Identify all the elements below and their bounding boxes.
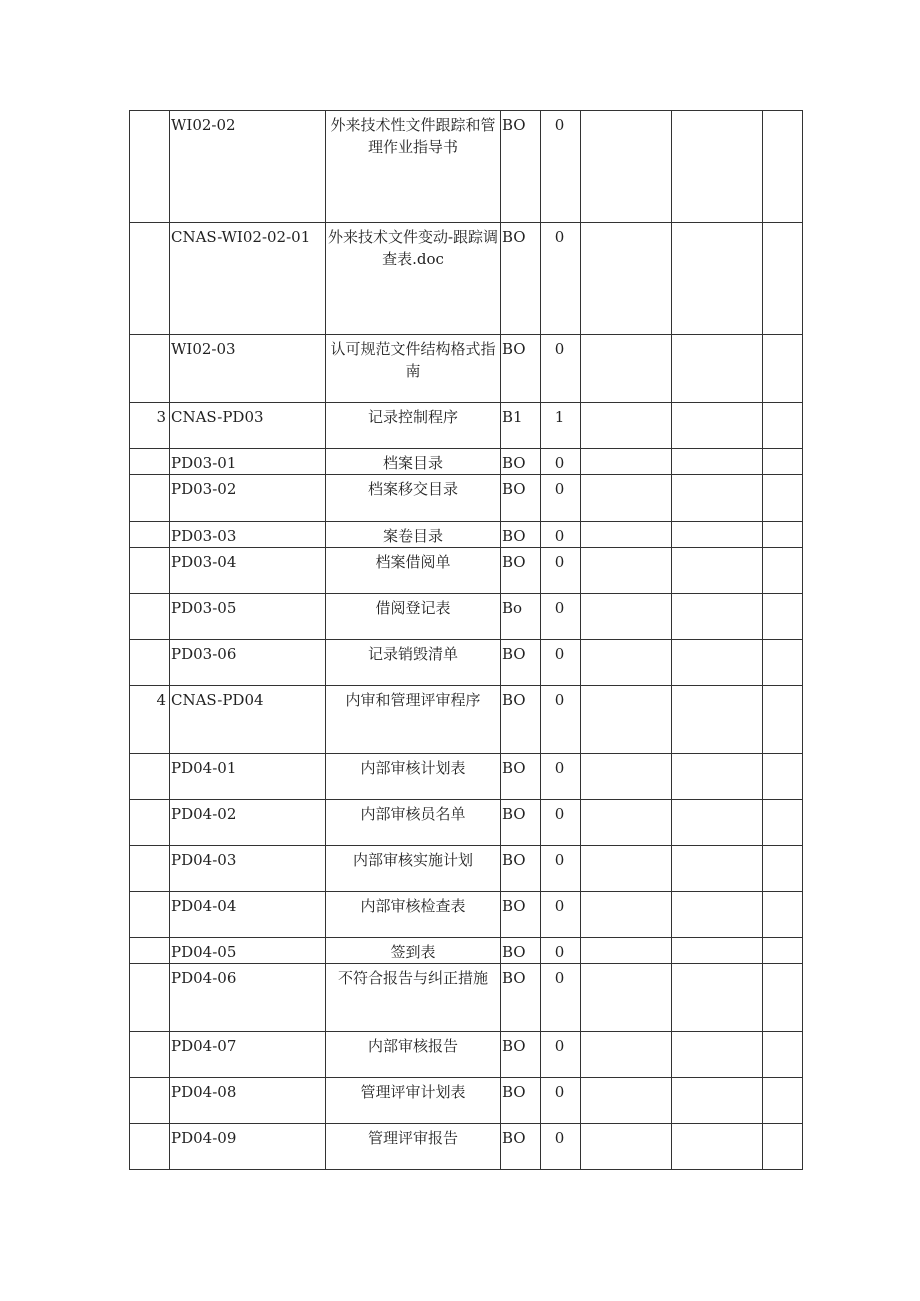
document-name (326, 475, 501, 522)
row-index-text (130, 1124, 166, 1127)
version (501, 594, 541, 640)
table-row (130, 1124, 803, 1170)
row-index-text (130, 800, 166, 803)
revision (541, 449, 581, 475)
empty-cell (581, 403, 672, 449)
empty-cell (581, 892, 672, 938)
revision (541, 964, 581, 1032)
empty-cell (581, 754, 672, 800)
document-code-text: PD04-06 (171, 969, 237, 987)
version-text: BO (502, 116, 526, 134)
table-row (130, 449, 803, 475)
empty-cell (672, 335, 763, 403)
document-name-text: 外来技术文件变动-跟踪调查表.doc (327, 228, 499, 268)
row-index (130, 223, 170, 335)
table-row (130, 800, 803, 846)
revision (541, 111, 581, 223)
row-index-text (130, 1032, 166, 1035)
row-index-text (130, 335, 166, 338)
revision (541, 594, 581, 640)
empty-cell (763, 1078, 803, 1124)
document-code-text: CNAS-WI02-02-01 (171, 228, 311, 246)
version-text: BO (502, 969, 526, 987)
empty-cell (763, 686, 803, 754)
table-row (130, 594, 803, 640)
row-index-text (130, 594, 166, 597)
document-name-text: 记录控制程序 (367, 408, 458, 426)
row-index (130, 1124, 170, 1170)
version (501, 754, 541, 800)
document-code-text: PD04-07 (171, 1037, 237, 1055)
document-name (326, 846, 501, 892)
row-index-text (130, 846, 166, 849)
row-index-text: 4 (156, 691, 166, 709)
document-code-text: PD04-09 (171, 1129, 237, 1147)
version (501, 403, 541, 449)
document-code-text: PD04-03 (171, 851, 237, 869)
empty-cell (581, 223, 672, 335)
empty-cell (581, 964, 672, 1032)
empty-cell (581, 846, 672, 892)
revision-text: 0 (554, 969, 565, 987)
document-code (170, 548, 326, 594)
document-name-text: 档案目录 (382, 454, 443, 472)
document-code-text: PD03-04 (171, 553, 237, 571)
table-row (130, 1032, 803, 1078)
revision (541, 846, 581, 892)
document-name-text: 记录销毁清单 (367, 645, 458, 663)
empty-cell (763, 594, 803, 640)
document-name (326, 1078, 501, 1124)
document-code (170, 522, 326, 548)
row-index (130, 1078, 170, 1124)
document-code-text: PD03-02 (171, 480, 237, 498)
document-name (326, 754, 501, 800)
empty-cell (763, 475, 803, 522)
version-text: BO (502, 691, 526, 709)
empty-cell (672, 403, 763, 449)
empty-cell (763, 754, 803, 800)
empty-cell (672, 754, 763, 800)
table-row (130, 938, 803, 964)
empty-cell (672, 846, 763, 892)
revision (541, 1078, 581, 1124)
document-code-text: PD03-06 (171, 645, 237, 663)
table-row (130, 892, 803, 938)
row-index (130, 449, 170, 475)
version-text: BO (502, 851, 526, 869)
empty-cell (763, 403, 803, 449)
row-index-text (130, 111, 166, 114)
empty-cell (763, 1032, 803, 1078)
document-name-text: 借阅登记表 (375, 599, 451, 617)
row-index-text (130, 548, 166, 551)
document-name-text: 内部审核员名单 (360, 805, 466, 823)
document-code-text: PD03-05 (171, 599, 237, 617)
document-name (326, 223, 501, 335)
document-code (170, 964, 326, 1032)
version (501, 111, 541, 223)
revision-text: 0 (554, 805, 565, 823)
version-text: BO (502, 1037, 526, 1055)
revision-text: 0 (554, 228, 565, 246)
empty-cell (763, 111, 803, 223)
empty-cell (763, 522, 803, 548)
table-row (130, 640, 803, 686)
version (501, 1032, 541, 1078)
document-name (326, 640, 501, 686)
version (501, 938, 541, 964)
empty-cell (581, 522, 672, 548)
document-name-text: 管理评审报告 (367, 1129, 458, 1147)
revision-text: 0 (554, 454, 565, 472)
version (501, 964, 541, 1032)
document-name (326, 1124, 501, 1170)
table-row (130, 335, 803, 403)
revision (541, 1032, 581, 1078)
document-code (170, 223, 326, 335)
document-code-text: CNAS-PD03 (171, 408, 264, 426)
document-name-text: 签到表 (390, 943, 436, 961)
revision (541, 403, 581, 449)
document-code (170, 475, 326, 522)
table-row (130, 1078, 803, 1124)
document-code-text: PD03-03 (171, 527, 237, 545)
empty-cell (672, 964, 763, 1032)
revision (541, 548, 581, 594)
version (501, 335, 541, 403)
row-index (130, 800, 170, 846)
revision-text: 0 (554, 1037, 565, 1055)
version (501, 475, 541, 522)
document-list-table (129, 110, 803, 1170)
empty-cell (763, 335, 803, 403)
revision (541, 522, 581, 548)
empty-cell (763, 892, 803, 938)
document-code-text: PD04-01 (171, 759, 237, 777)
row-index-text (130, 475, 166, 478)
document-code-text: PD04-02 (171, 805, 237, 823)
empty-cell (581, 449, 672, 475)
row-index (130, 1032, 170, 1078)
empty-cell (763, 640, 803, 686)
document-code (170, 938, 326, 964)
document-name-text: 内部审核检查表 (360, 897, 466, 915)
revision (541, 223, 581, 335)
revision-text: 0 (554, 527, 565, 545)
document-code (170, 1032, 326, 1078)
document-code (170, 1078, 326, 1124)
empty-cell (581, 111, 672, 223)
row-index (130, 594, 170, 640)
revision (541, 938, 581, 964)
table-row (130, 754, 803, 800)
row-index (130, 754, 170, 800)
revision-text: 0 (554, 1129, 565, 1147)
empty-cell (672, 223, 763, 335)
version-text: BO (502, 759, 526, 777)
row-index-text (130, 449, 166, 452)
empty-cell (581, 475, 672, 522)
revision-text: 0 (554, 897, 565, 915)
empty-cell (581, 938, 672, 964)
document-name (326, 800, 501, 846)
empty-cell (672, 892, 763, 938)
row-index (130, 403, 170, 449)
document-name-text: 档案移交目录 (367, 480, 458, 498)
row-index-text (130, 754, 166, 757)
empty-cell (581, 335, 672, 403)
document-name-text: 不符合报告与纠正措施 (337, 969, 488, 987)
row-index (130, 475, 170, 522)
empty-cell (581, 594, 672, 640)
version (501, 1078, 541, 1124)
document-name (326, 449, 501, 475)
document-code (170, 640, 326, 686)
document-name-text: 管理评审计划表 (360, 1083, 466, 1101)
document-name-text: 认可规范文件结构格式指南 (330, 340, 496, 380)
revision-text: 0 (554, 1083, 565, 1101)
revision-text: 0 (554, 691, 565, 709)
document-name-text: 档案借阅单 (375, 553, 451, 571)
revision-text: 0 (554, 645, 565, 663)
empty-cell (672, 1032, 763, 1078)
document-name-text: 内部审核实施计划 (352, 851, 473, 869)
row-index-text (130, 640, 166, 643)
document-code (170, 403, 326, 449)
document-name (326, 686, 501, 754)
document-name (326, 594, 501, 640)
version-text: B1 (502, 408, 523, 426)
document-name (326, 1032, 501, 1078)
row-index-text (130, 938, 166, 941)
revision (541, 800, 581, 846)
empty-cell (672, 594, 763, 640)
row-index-text (130, 892, 166, 895)
document-code-text: CNAS-PD04 (171, 691, 264, 709)
version (501, 449, 541, 475)
empty-cell (581, 640, 672, 686)
version (501, 800, 541, 846)
row-index (130, 938, 170, 964)
empty-cell (581, 800, 672, 846)
document-code (170, 594, 326, 640)
row-index (130, 964, 170, 1032)
document-name-text: 内部审核报告 (367, 1037, 458, 1055)
table-row (130, 111, 803, 223)
document-name-text: 案卷目录 (382, 527, 443, 545)
document-code-text: PD04-04 (171, 897, 237, 915)
document-code (170, 686, 326, 754)
document-code-text: PD04-05 (171, 943, 237, 961)
document-name-text: 内部审核计划表 (360, 759, 466, 777)
version-text: BO (502, 1083, 526, 1101)
revision (541, 640, 581, 686)
document-name (326, 938, 501, 964)
revision-text: 0 (554, 480, 565, 498)
version-text: BO (502, 228, 526, 246)
row-index (130, 686, 170, 754)
revision (541, 335, 581, 403)
version (501, 892, 541, 938)
table-row (130, 846, 803, 892)
document-code-text: WI02-03 (171, 340, 236, 358)
document-name-text: 内审和管理评审程序 (345, 691, 481, 709)
document-code-text: WI02-02 (171, 116, 236, 134)
table-row (130, 548, 803, 594)
row-index (130, 522, 170, 548)
row-index (130, 111, 170, 223)
empty-cell (763, 1124, 803, 1170)
version-text: BO (502, 943, 526, 961)
document-code (170, 754, 326, 800)
row-index (130, 846, 170, 892)
revision-text: 0 (554, 599, 565, 617)
revision-text: 0 (554, 340, 565, 358)
revision-text: 0 (554, 759, 565, 777)
version (501, 640, 541, 686)
version-text: BO (502, 454, 526, 472)
revision-text: 0 (554, 116, 565, 134)
revision (541, 1124, 581, 1170)
document-code (170, 1124, 326, 1170)
empty-cell (763, 938, 803, 964)
table-row (130, 964, 803, 1032)
version-text: BO (502, 897, 526, 915)
document-code (170, 892, 326, 938)
empty-cell (672, 548, 763, 594)
empty-cell (672, 1078, 763, 1124)
revision (541, 892, 581, 938)
document-code (170, 335, 326, 403)
document-code-text: PD03-01 (171, 454, 237, 472)
row-index-text (130, 1078, 166, 1081)
version (501, 223, 541, 335)
version (501, 522, 541, 548)
document-name (326, 892, 501, 938)
version-text: BO (502, 527, 526, 545)
empty-cell (672, 111, 763, 223)
empty-cell (672, 475, 763, 522)
empty-cell (672, 800, 763, 846)
version-text: BO (502, 1129, 526, 1147)
revision-text: 0 (554, 851, 565, 869)
version-text: BO (502, 340, 526, 358)
version (501, 686, 541, 754)
row-index-text (130, 223, 166, 226)
empty-cell (672, 938, 763, 964)
document-code (170, 800, 326, 846)
empty-cell (581, 1124, 672, 1170)
empty-cell (672, 686, 763, 754)
document-name-text: 外来技术性文件跟踪和管理作业指导书 (330, 116, 496, 156)
empty-cell (763, 223, 803, 335)
document-code (170, 449, 326, 475)
row-index (130, 640, 170, 686)
empty-cell (581, 1032, 672, 1078)
table-row (130, 686, 803, 754)
table-row (130, 403, 803, 449)
table-row (130, 522, 803, 548)
row-index-text (130, 522, 166, 525)
version (501, 1124, 541, 1170)
row-index (130, 335, 170, 403)
revision-text: 0 (554, 553, 565, 571)
empty-cell (581, 686, 672, 754)
version-text: BO (502, 480, 526, 498)
revision-text: 0 (554, 943, 565, 961)
table-body (130, 111, 803, 1170)
version-text: BO (502, 645, 526, 663)
empty-cell (672, 640, 763, 686)
revision (541, 475, 581, 522)
document-code (170, 111, 326, 223)
document-name (326, 964, 501, 1032)
row-index-text (130, 964, 166, 967)
revision (541, 686, 581, 754)
document-name (326, 335, 501, 403)
empty-cell (763, 964, 803, 1032)
version-text: Bo (502, 599, 523, 617)
empty-cell (672, 449, 763, 475)
document-name (326, 403, 501, 449)
document-name (326, 548, 501, 594)
table-row (130, 223, 803, 335)
empty-cell (763, 449, 803, 475)
empty-cell (763, 548, 803, 594)
version-text: BO (502, 805, 526, 823)
version (501, 846, 541, 892)
table-row (130, 475, 803, 522)
empty-cell (763, 846, 803, 892)
empty-cell (581, 548, 672, 594)
document-code (170, 846, 326, 892)
document-name (326, 111, 501, 223)
empty-cell (672, 522, 763, 548)
empty-cell (672, 1124, 763, 1170)
row-index (130, 548, 170, 594)
version (501, 548, 541, 594)
document-name (326, 522, 501, 548)
document-code-text: PD04-08 (171, 1083, 237, 1101)
row-index (130, 892, 170, 938)
empty-cell (763, 800, 803, 846)
revision (541, 754, 581, 800)
row-index-text: 3 (156, 408, 166, 426)
empty-cell (581, 1078, 672, 1124)
version-text: BO (502, 553, 526, 571)
revision-text: 1 (554, 408, 565, 426)
